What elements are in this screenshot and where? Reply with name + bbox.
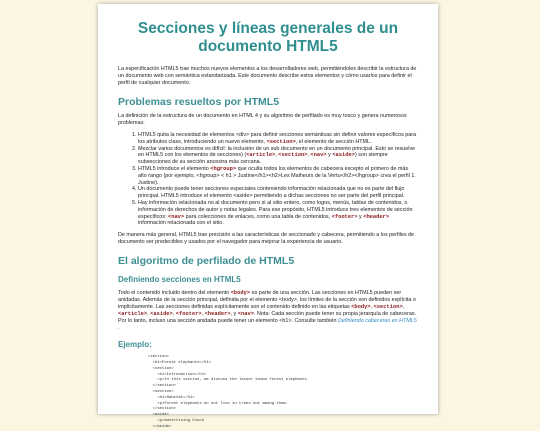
code-example: <section> <h1>Forest elephants</h1> <section> <h1>Introduction</h1> <p>In this section, we discuss the lesser known forest elephants. </section> <section> <h1>Habitat</h1> <p>Forest elephants do not live in trees but among them. </section> <aside> <p>advertising block </aside> (148, 355, 310, 429)
problems-list (118, 132, 418, 227)
page-title: Secciones y líneas generales de un documento HTML5 (137, 20, 399, 55)
list-item: 4. Un documento puede tener secciones especiales conteniendo información relacionada que no es parte del flujo principal. HTML5 introduce el elemento <aside> permitiendo a dichas secciones no ser parte del perfil principal. (138, 186, 418, 200)
subsection-heading-defining: Definiendo secciones en HTML5 (118, 275, 241, 285)
code-term: <section> (278, 152, 308, 159)
section-heading-problems: Problemas resueltos por HTML5 (118, 96, 280, 108)
code-term: <article> (246, 152, 276, 159)
list-item: 5. Hay información relacionada no al documento pero sí al sitio entero, como logos, menús, tablas de contenidos, o información de derechos de autor y notas legales. Para ese propósito, HTML5 introduce tres elementos de sección específicos: <nav> para colecciones de enlaces, como una tabla de contenidos, <footer> y <header> información relacionada con el sitio. (138, 200, 418, 227)
code-term: <nav> (237, 311, 254, 318)
intro-paragraph: La especificación HTML5 trae muchos nuevos elementos a los desarrolladores web, permitiéndoles describir la estructura de un documento web con semántica estandarizada. Este documento describe estos elementos y cómo usarlos para definir el perfil de cualquier documento. (118, 66, 417, 86)
list-item: 3. HTML5 introduce el elemento <hgroup> que oculta todos los elementos de cabecera excepto el primero de más alto rango (por ejemplo, <hgroup> < h1 > Justine</h1><h2>Les Malheurs de la Vertu</h2></hgroup> crea el perfil 1. Justine). (138, 166, 418, 186)
code-term: <footer> (331, 213, 358, 220)
list-item: 1. HTML5 quita la necesidad de elementos <div> para definir secciones semánticas sin definir valores específicos para los atributos class, introduciendo un nuevo elemento, <section>, el elemento de sección HTML. (138, 132, 418, 146)
code-term: <nav> (167, 213, 185, 220)
headings-link[interactable]: Definiendo cabeceras en HTML5 (337, 318, 417, 325)
list-item: 2. Mezclar varios documentos es difícil: la inclusión de un sub documento en un documento principal. Esto se resuelve en HTML5 con los elementos de secciones) (<article>, <section>, <nav> y <aside>) son siempre subsecciones de su sección ancestra más cercana. (138, 146, 418, 166)
code-term: <nav> (310, 152, 327, 159)
problems-closing: De manera más general, HTML5 trae precisión a las características de seccionado y cabecera, permitiendo a los perfiles de documento ser predecibles y usados por el navegador para mejorar la experiencia de usuario. (118, 232, 415, 246)
code-term: <body> (230, 290, 251, 297)
code-term: <section> (373, 304, 403, 311)
problems-lead: La definición de la estructura de un documento en HTML 4 y su algoritmo de perfilado es muy tosco y genera numerosos problemas: (118, 113, 407, 126)
document-page (98, 4, 438, 429)
code-term: <footer> (175, 311, 202, 318)
section-heading-algorithm: El algoritmo de perfilado de HTML5 (118, 255, 295, 268)
code-term: <body> (351, 304, 371, 311)
defining-paragraph: Todo el contenido incluido dentro del elemento <body> es parte de una sección. Las secciones en HTML5 pueden ser anidadas. Además de la sección principal, definida por el elemento <body>, los límites de la sección son definidos explícita o implícitamente. Las secciones definidas explícitamente son el contenido definido en las etiquetas <body>, <section>, <article>, <aside>, <footer>, <header>, y <nav>. Nota: Cada sección puede tener su propia jerarquía de cabeceras. Por lo tanto, incluso una sección anidada puede tener un elemento <h1>. Consulte también Definiendo cabeceras en HTML5 . (118, 290, 417, 332)
code-term: <article> (118, 311, 148, 318)
code-term: <header> (204, 311, 231, 318)
example-heading: Ejemplo: (118, 340, 152, 350)
code-term: <hgroup> (210, 165, 237, 172)
code-term: <section> (266, 138, 296, 145)
code-term: <header> (363, 213, 390, 220)
code-term: <aside> (150, 311, 173, 318)
code-term: <aside> (332, 152, 355, 159)
